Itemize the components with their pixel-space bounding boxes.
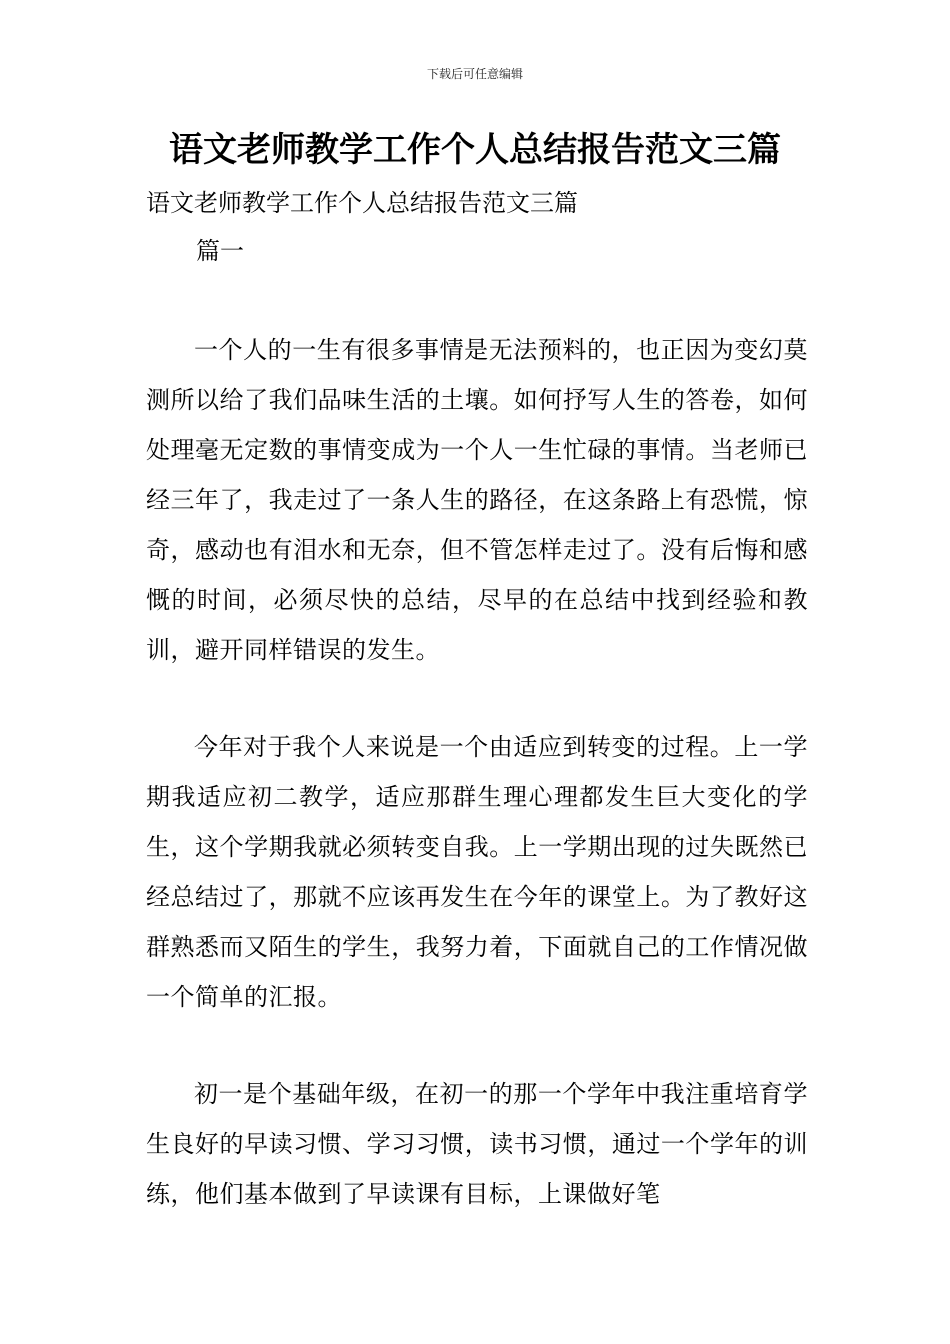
paragraph-1: 一个人的一生有很多事情是无法预料的，也正因为变幻莫测所以给了我们品味生活的土壤。如何抒写人生的答卷，如何处理毫无定数的事情变成为一个人一生忙碌的事情。当老师已经三年了，我走过了一条人生的路径，在这条路上有恐慌，惊奇，感动也有泪水和无奈，但不管怎样走过了。没有后悔和感慨的时间，必须尽快的总结，尽早的在总结中找到经验和教训，避开同样错误的发生。: [146, 336, 808, 664]
header-note: 下载后可任意编辑: [426, 67, 523, 81]
section-label: 篇一: [196, 237, 244, 265]
document-subtitle: 语文老师教学工作个人总结报告范文三篇: [146, 189, 578, 217]
document-title: 语文老师教学工作个人总结报告范文三篇: [169, 130, 781, 170]
paragraph-3: 初一是个基础年级，在初一的那一个学年中我注重培育学生良好的早读习惯、学习习惯，读书习惯，通过一个学年的训练，他们基本做到了早读课有目标，上课做好笔: [146, 1080, 808, 1208]
paragraph-2: 今年对于我个人来说是一个由适应到转变的过程。上一学期我适应初二教学，适应那群生理心理都发生巨大变化的学生，这个学期我就必须转变自我。上一学期出现的过失既然已经总结过了，那就不应该再发生在今年的课堂上。为了教好这群熟悉而又陌生的学生，我努力着，下面就自己的工作情况做一个简单的汇报。: [146, 733, 808, 1011]
